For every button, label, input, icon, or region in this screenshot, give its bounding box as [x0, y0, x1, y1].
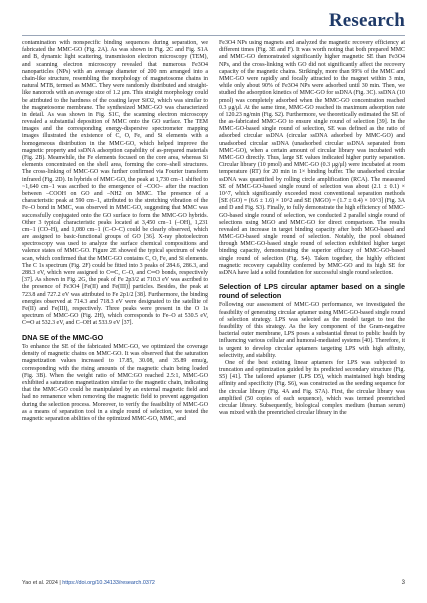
- right-paragraph-1: Fe3O4 NPs using magnets and analyzed the magnetic recovery efficiency at different times (Fig. 3E and F). It was worth noting that both prepared MMC and MMC-GO demonstrated significantly higher magnetic SE than Fe3O4 NPs, and the cross-linking with GO did not significantly affect the recovery capacity of the magnetic chains. Strikingly, more than 99% of the MMC and MMC-GO were rapidly and focally attracted to the magnet within 3 min, while only about 90% of Fe3O4 NPs were adsorbed until 30 min. Then, we studied the adsorption kinetics of MMC-GO for ssDNA (Fig. 3C). ssDNA (10 pmol) was completely adsorbed when the MMC-GO concentration reached 0.3 μg/μl. At the same time, MMC-GO reached its maximum adsorption rate of 120.23 ng/min (Fig. S2). Furthermore, we theoretically estimated the SE of the as-fabricated MMC-GO to ensure single round of selection [39]. In the MMC-GO-based single round of selection, SE was defined as the ratio of adsorbed circular ssDNA (circular ssDNA adsorbed by MMC-GO) and unadsorbed circular ssDNA (unadsorbed circular ssDNA separated from MMC-GO), when a certain amount of circular library was incubated with MMC-GO directly. Thus, large SE values indicated higher purity separation. Circular library (10 pmol) and MMC-GO (0.3 μg/μl) were incubated at room temperature (RT) for 20 min in 1× binding buffer. The unadsorbed circular ssDNA was quantified by rolling circle amplification (RCA). The measured SE of MMC-GO-based single round of selection was about (2.1 ± 0.1) × 10^7, which significantly exceeded most conventional separation methods [SE (GO) = (6.6 ± 1.6) × 10^2 and SE (MGO) = (1.7 ± 0.4) × 10^3] (Fig. 3A and D and Fig. S3). Finally, to fully demonstrate the high efficiency of MMC-GO-based single round of selection, we conducted 2 parallel single round of selections using MGO and MMC-GO for direct comparison. The results revealed an increase in target binding capacity after both MGO-based and MMC-GO-based single round of selection. Notably, the pool obtained through MMC-GO-based single round of selection exhibited higher target binding capacity, demonstrating the superior efficacy of MMC-GO-based single round of selection (Fig. S4). Taken together, the highly efficient magnetic recovery capability conferred by MMC-GO and its high SE for ssDNA have laid a solid foundation for successful single round selection.: [219, 40, 405, 276]
- left-paragraph-2: To enhance the SE of the fabricated MMC-GO, we optimized the coverage density of magnetic chains on MMC-GO. It was observed that the saturation magnetization values increased to 17.85, 30.08, and 35.89 emu/g, corresponding with the rising amounts of the magnetic chain being loaded (Fig. 3B). When the weight ratio of MMC:GO reached 2.5:1, MMC-GO exhibited a saturation magnetization similar to the magnetic chain, indicating that the MMC-GO could be manipulated by an external magnetic field and had no remanence when removing the magnetic field to prevent aggregation during the selection process. Moreover, to verify the feasibility of MMC-GO as a means of separation tool in a single round of selection, we tested the magnetic separation abilities of the optimized MMC-GO, MMC, and: [22, 344, 208, 422]
- header-rule: [22, 35, 405, 36]
- page-footer: [22, 580, 405, 592]
- footer-doi-link[interactable]: https://doi.org/10.34133/research.0372: [62, 580, 155, 586]
- right-paragraph-3: One of the best existing linear aptamers for LPS was subjected to truncation and optimization guided by its predicted secondary structure (Fig. S5) [41]. The tailored aptamer (LPS D5), which maintained high binding affinity and specificity (Fig. S6), was constructed as the seeding sequence for the circular library (Fig. 4A and Fig. S7A). First, the circular library was amplified (50 copies of each sequence), which was termed preenriched circular library. Subsequently, biological complex medium (human serum) was mixed with the preenriched circular library in the: [219, 359, 405, 417]
- footer-citation-text: Yao et al. 2024 |: [22, 580, 63, 586]
- right-paragraph-2: Following our assessment of MMC-GO performance, we investigated the feasibility of generating circular aptamer using MMC-GO-based single round of selection strategy. LPS was selected as the model target to test the feasibility of this strategy. As the key component of the Gram-negative bacterial outer membrane, LPS poses a substantial threat to public health by influencing various cellular and humoral-mediated systems [40]. Therefore, it is urgent to develop circular aptamers targeting LPS with high affinity, selectivity, and stability.: [219, 302, 405, 359]
- right-column: [219, 40, 405, 417]
- left-paragraph-1: contamination with nonspecific binding sequences during separation, we fabricated the MMC-GO (Fig. 2A). As was shown in Fig. 2C and Fig. S1A and B, dynamic light scattering, transmission electron microscopy (TEM), and scanning electron microscopy revealed that numerous Fe3O4 nanoparticles (NPs) with an average diameter of 200 nm arranged into a chain-like structure, resembling the morphology of magnetosome chains in natural MTB, termed as MMC. They were randomly distributed and straight-like nanorods with an average size of 1.2 μm. This straight morphology could be attributed to the hardness of the coating layer SiO2, which was similar to the magnetosome membrane. The synthesized MMC-GO was characterized in detail. As was shown in Fig. S1C, the scanning electron microscopy revealed a substantial deposition of MMC onto the GO surface. The TEM images and the corresponding energy-dispersive spectrometer mapping images illustrated the existence of C, O, Fe, and Si elements with a homogeneous distribution in the MMC-GO, which helped improve the magnetic property and ssDNA adsorption capability of as-prepared materials (Fig. 2B). Meanwhile, the Fe elements focused on the core area, whereas Si elements concentrated on the shell area, forming the core–shell structures. The cross-linking of MMC-GO was further confirmed via Fourier transform infrared (Fig. 2D). In hybrids of MMC-GO, the peak at 1,730 cm−1 shifted to ~1,640 cm−1 was ascribed to the emergence of –COO− after the reaction between –COOH on GO and –NH2 on MMC. The presence of a characteristic peak at 590 cm−1, attributed to the stretching vibration of the Fe–O bond in MMC, was observed in MMC-GO, suggesting that MMC was successfully conjugated onto the GO surface to form the MMC-GO hybrids. Other 3 typical characteristic peaks located at 3,450 cm−1 (–OH), 1,231 cm−1 (CO–H), and 1,080 cm−1 (C–O–C) could be clearly observed, which are assigned to basic-functional groups of GO [36]. X-ray photoelectron spectroscopy was used to analyze the surface chemical compositions and valence states of MMC-GO. Figure 2E showed the typical spectrum of wide scan, which confirmed that the MMC-GO contains C, O, Fe, and Si elements. The C 1s spectrum (Fig. 2F) could be fitted into 3 peaks of 284.6, 286.3, and 288.3 eV, which were assigned to C═C, C–O, and C═O bonds, respectively [37]. As shown in Fig. 2G, the peak of Fe 2p3/2 at 710.3 eV was ascribed to the presence of Fe3O4 [Fe(II) and Fe(III)] particles. Besides, the peak at 723.8 and 727.2 eV was attributed to Fe 2p1/2 [38]. Furthermore, the binding energies observed at 714.3 and 718.3 eV were designated to the satellite of Fe(II) and Fe(III), respectively. Three peaks were present in the O 1s spectrum of MMC-GO (Fig. 2H), which corresponds to Fe–O at 530.5 eV, C═O at 532.3 eV, and C–OH at 533.9 eV [37].: [22, 40, 208, 327]
- section-heading-lps-selection: Selection of LPS circular aptamer based on a single round of selection: [219, 282, 405, 300]
- page-number: 3: [401, 580, 405, 586]
- journal-name: Research: [328, 10, 405, 31]
- left-column: [22, 40, 208, 423]
- section-heading-dna-se: DNA SE of the MMC-GO: [22, 332, 104, 342]
- footer-citation: [22, 580, 155, 586]
